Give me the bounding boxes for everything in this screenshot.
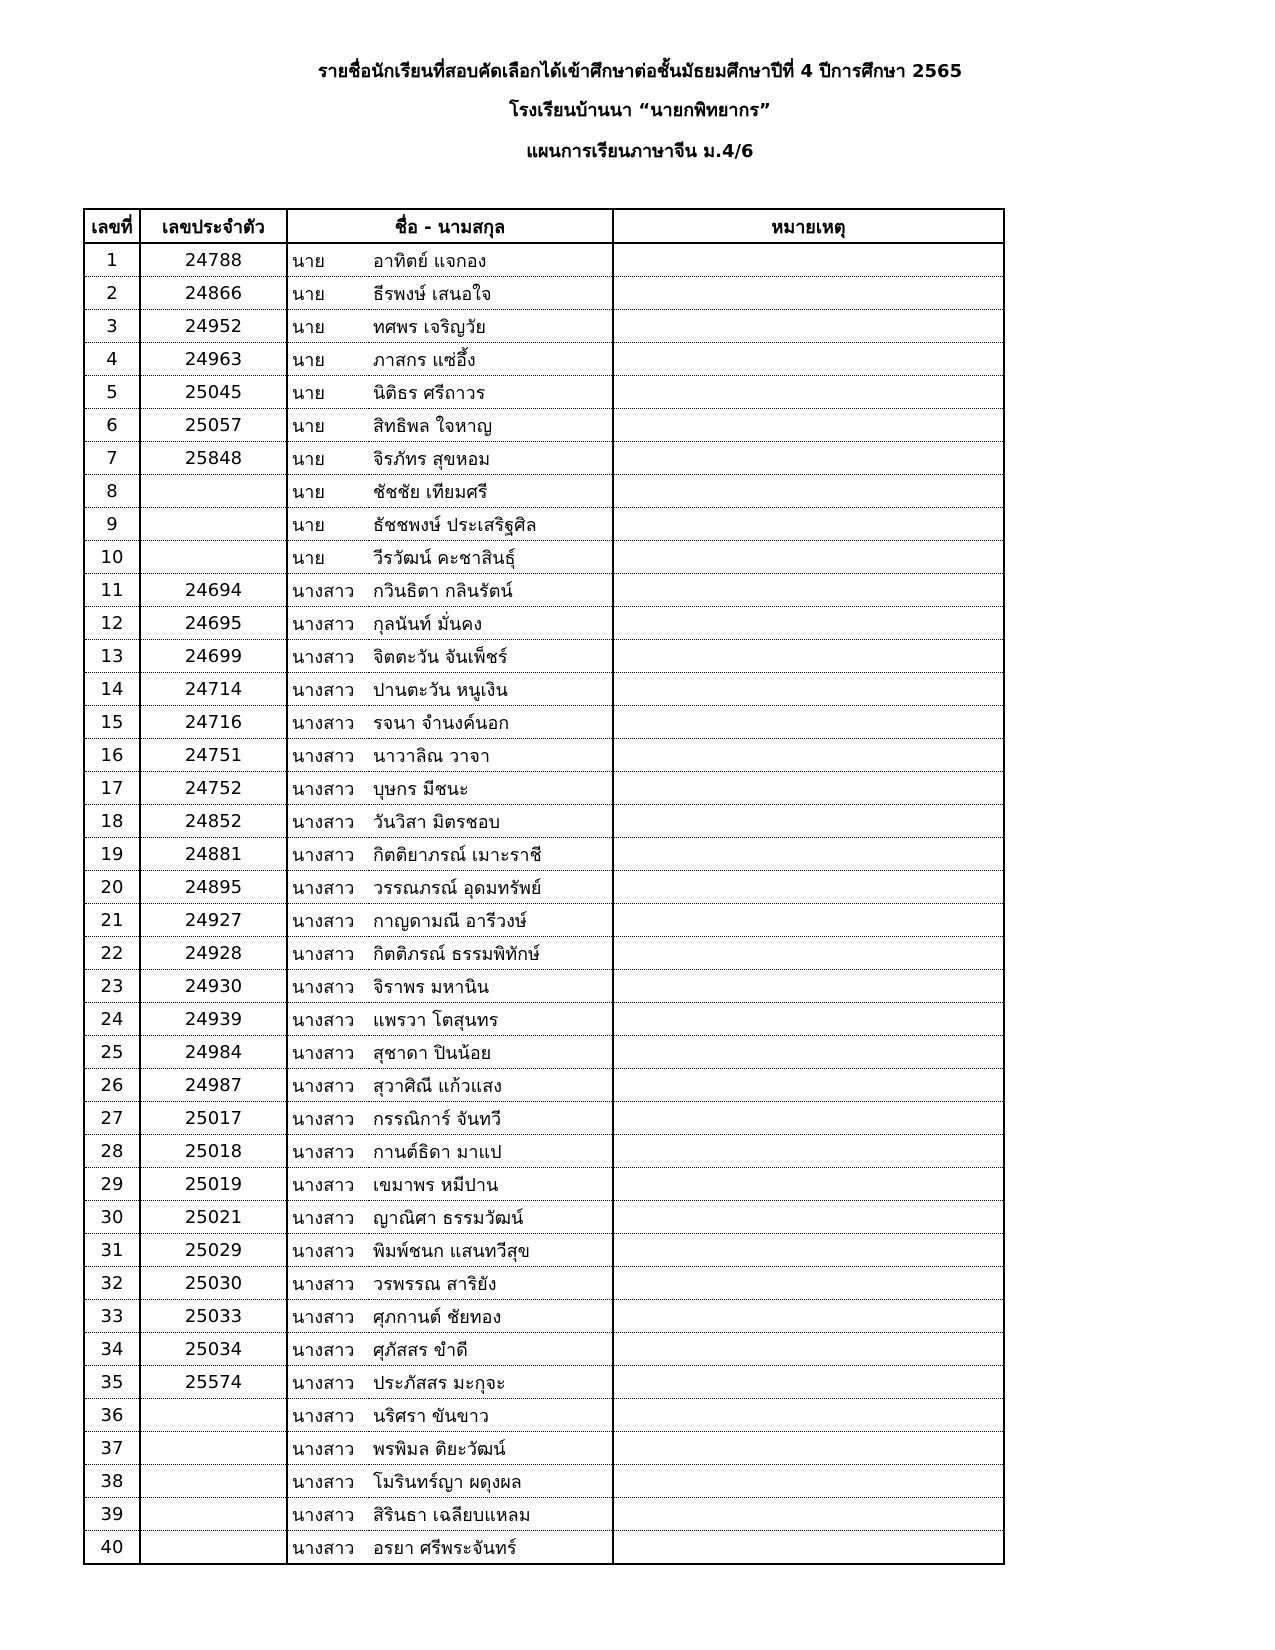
row-number: 6 (84, 409, 140, 442)
name-title: นางสาว (287, 838, 369, 871)
student-id (140, 1465, 287, 1498)
student-id: 25017 (140, 1102, 287, 1135)
table-row (84, 376, 1004, 409)
row-number: 36 (84, 1399, 140, 1432)
student-name: วรพรรณ สาริยัง (369, 1267, 613, 1300)
student-name: วันวิสา มิตรชอบ (369, 805, 613, 838)
remark-cell (613, 243, 1004, 277)
row-number: 12 (84, 607, 140, 640)
table-row (84, 1135, 1004, 1168)
student-name: ทศพร เจริญวัย (369, 310, 613, 343)
student-id (140, 1399, 287, 1432)
student-id: 24963 (140, 343, 287, 376)
remark-cell (613, 1300, 1004, 1333)
name-title: นาย (287, 508, 369, 541)
row-number: 31 (84, 1234, 140, 1267)
remark-cell (613, 574, 1004, 607)
name-title: นางสาว (287, 1399, 369, 1432)
row-number: 5 (84, 376, 140, 409)
document-title: รายชื่อนักเรียนที่สอบคัดเลือกได้เข้าศึกษาต่อชั้นมัธยมศึกษาปีที่ 4 ปีการศึกษา 2565 (317, 61, 963, 82)
student-id: 25848 (140, 442, 287, 475)
table-row (84, 1168, 1004, 1201)
remark-cell (613, 310, 1004, 343)
student-name: พรพิมล ติยะวัฒน์ (369, 1432, 613, 1465)
row-number: 28 (84, 1135, 140, 1168)
row-number: 22 (84, 937, 140, 970)
student-id: 25574 (140, 1366, 287, 1399)
student-name: อาทิตย์ แจกอง (369, 243, 613, 277)
row-number: 15 (84, 706, 140, 739)
student-name: กาญดามณี อารีวงษ์ (369, 904, 613, 937)
remark-cell (613, 1069, 1004, 1102)
row-number: 23 (84, 970, 140, 1003)
student-name: ประภัสสร มะกุจะ (369, 1366, 613, 1399)
row-number: 16 (84, 739, 140, 772)
column-header-student-id: เลขประจำตัว (140, 209, 287, 243)
remark-cell (613, 1366, 1004, 1399)
remark-cell (613, 277, 1004, 310)
remark-cell (613, 1003, 1004, 1036)
remark-cell (613, 1333, 1004, 1366)
student-id: 24695 (140, 607, 287, 640)
row-number: 19 (84, 838, 140, 871)
student-name: เขมาพร หมีปาน (369, 1168, 613, 1201)
student-id: 25029 (140, 1234, 287, 1267)
table-body (84, 243, 1004, 1564)
name-title: นาย (287, 475, 369, 508)
column-header-remark: หมายเหตุ (613, 209, 1004, 243)
student-id: 25033 (140, 1300, 287, 1333)
student-id: 25019 (140, 1168, 287, 1201)
row-number: 9 (84, 508, 140, 541)
student-id: 24939 (140, 1003, 287, 1036)
table-row (84, 243, 1004, 277)
student-name: จิราพร มหานิน (369, 970, 613, 1003)
student-id: 24952 (140, 310, 287, 343)
name-title: นางสาว (287, 904, 369, 937)
student-id: 24984 (140, 1036, 287, 1069)
name-title: นาย (287, 310, 369, 343)
student-id: 24751 (140, 739, 287, 772)
remark-cell (613, 1267, 1004, 1300)
student-id (140, 1432, 287, 1465)
name-title: นางสาว (287, 1003, 369, 1036)
table-row (84, 805, 1004, 838)
student-name: นิติธร ศรีถาวร (369, 376, 613, 409)
student-name: สิรินธา เฉลียบแหลม (369, 1498, 613, 1531)
student-id (140, 508, 287, 541)
row-number: 25 (84, 1036, 140, 1069)
table-row (84, 1102, 1004, 1135)
table-row (84, 640, 1004, 673)
table-row (84, 1333, 1004, 1366)
student-id: 24716 (140, 706, 287, 739)
table-header-row (84, 209, 1004, 243)
name-title: นางสาว (287, 1300, 369, 1333)
remark-cell (613, 1036, 1004, 1069)
table-row (84, 706, 1004, 739)
name-title: นาย (287, 343, 369, 376)
row-number: 33 (84, 1300, 140, 1333)
student-name: แพรวา โตสุนทร (369, 1003, 613, 1036)
student-name: กวินธิตา กลินรัตน์ (369, 574, 613, 607)
student-name: กิตติภรณ์ ธรรมพิทักษ์ (369, 937, 613, 970)
name-title: นางสาว (287, 1267, 369, 1300)
remark-cell (613, 1432, 1004, 1465)
row-number: 24 (84, 1003, 140, 1036)
row-number: 8 (84, 475, 140, 508)
name-title: นางสาว (287, 1036, 369, 1069)
student-id (140, 541, 287, 574)
row-number: 39 (84, 1498, 140, 1531)
table-row (84, 739, 1004, 772)
remark-cell (613, 640, 1004, 673)
table-row (84, 508, 1004, 541)
name-title: นางสาว (287, 640, 369, 673)
student-id: 25018 (140, 1135, 287, 1168)
name-title: นางสาว (287, 1366, 369, 1399)
student-name: วีรวัฒน์ คะชาสินธุ์ (369, 541, 613, 574)
student-name: รจนา จำนงค์นอก (369, 706, 613, 739)
table-row (84, 442, 1004, 475)
student-name: กรรณิการ์ จันทวี (369, 1102, 613, 1135)
student-id: 24895 (140, 871, 287, 904)
student-name: กิตติยาภรณ์ เมาะราชี (369, 838, 613, 871)
student-name: จิรภัทร สุขหอม (369, 442, 613, 475)
name-title: นางสาว (287, 1432, 369, 1465)
student-id (140, 1531, 287, 1565)
school-name: โรงเรียนบ้านนา “นายกพิทยากร” (509, 100, 771, 121)
name-title: นางสาว (287, 1531, 369, 1565)
table-row (84, 1366, 1004, 1399)
student-id: 24752 (140, 772, 287, 805)
remark-cell (613, 1201, 1004, 1234)
student-name: ปานตะวัน หนูเงิน (369, 673, 613, 706)
table-row (84, 1234, 1004, 1267)
name-title: นาย (287, 409, 369, 442)
remark-cell (613, 442, 1004, 475)
name-title: นางสาว (287, 1333, 369, 1366)
table-row (84, 1399, 1004, 1432)
table-row (84, 310, 1004, 343)
remark-cell (613, 1135, 1004, 1168)
student-id: 25030 (140, 1267, 287, 1300)
row-number: 17 (84, 772, 140, 805)
table-row (84, 409, 1004, 442)
student-id: 25057 (140, 409, 287, 442)
remark-cell (613, 805, 1004, 838)
row-number: 30 (84, 1201, 140, 1234)
name-title: นางสาว (287, 871, 369, 904)
student-id: 24928 (140, 937, 287, 970)
table-row (84, 343, 1004, 376)
table-row (84, 1036, 1004, 1069)
student-id: 24699 (140, 640, 287, 673)
student-roster-table (83, 208, 1005, 1565)
remark-cell (613, 772, 1004, 805)
student-name: วรรณภรณ์ อุดมทรัพย์ (369, 871, 613, 904)
column-header-no: เลขที่ (84, 209, 140, 243)
student-name: ภาสกร แซ่อึ้ง (369, 343, 613, 376)
row-number: 3 (84, 310, 140, 343)
name-title: นางสาว (287, 1201, 369, 1234)
row-number: 20 (84, 871, 140, 904)
table-row (84, 772, 1004, 805)
table-row (84, 1465, 1004, 1498)
row-number: 26 (84, 1069, 140, 1102)
table-row (84, 871, 1004, 904)
row-number: 10 (84, 541, 140, 574)
student-id: 24987 (140, 1069, 287, 1102)
row-number: 32 (84, 1267, 140, 1300)
student-id: 25045 (140, 376, 287, 409)
remark-cell (613, 739, 1004, 772)
student-name: พิมพ์ชนก แสนทวีสุข (369, 1234, 613, 1267)
student-name: ศุภัสสร ขำดี (369, 1333, 613, 1366)
table-row (84, 1069, 1004, 1102)
name-title: นางสาว (287, 970, 369, 1003)
name-title: นางสาว (287, 1234, 369, 1267)
row-number: 29 (84, 1168, 140, 1201)
row-number: 13 (84, 640, 140, 673)
remark-cell (613, 838, 1004, 871)
remark-cell (613, 1102, 1004, 1135)
remark-cell (613, 871, 1004, 904)
table-row (84, 838, 1004, 871)
name-title: นาย (287, 243, 369, 277)
table-row (84, 1498, 1004, 1531)
table-row (84, 574, 1004, 607)
remark-cell (613, 1531, 1004, 1565)
remark-cell (613, 475, 1004, 508)
remark-cell (613, 1168, 1004, 1201)
remark-cell (613, 937, 1004, 970)
row-number: 37 (84, 1432, 140, 1465)
remark-cell (613, 508, 1004, 541)
student-id: 24927 (140, 904, 287, 937)
student-name: ธัชชพงษ์ ประเสริฐศิล (369, 508, 613, 541)
name-title: นาย (287, 541, 369, 574)
name-title: นาย (287, 376, 369, 409)
student-id: 24694 (140, 574, 287, 607)
name-title: นางสาว (287, 739, 369, 772)
student-id: 25034 (140, 1333, 287, 1366)
student-name: สุชาดา ปินน้อย (369, 1036, 613, 1069)
name-title: นางสาว (287, 937, 369, 970)
table-row (84, 1531, 1004, 1565)
name-title: นางสาว (287, 706, 369, 739)
student-id (140, 475, 287, 508)
name-title: นางสาว (287, 574, 369, 607)
student-name: กุลนันท์ มั่นคง (369, 607, 613, 640)
student-id: 24881 (140, 838, 287, 871)
table-row (84, 1267, 1004, 1300)
remark-cell (613, 706, 1004, 739)
student-name: ศุภกานต์ ชัยทอง (369, 1300, 613, 1333)
program-name: แผนการเรียนภาษาจีน ม.4/6 (526, 141, 754, 162)
table-row (84, 1300, 1004, 1333)
remark-cell (613, 409, 1004, 442)
remark-cell (613, 673, 1004, 706)
table-row (84, 1432, 1004, 1465)
student-id (140, 1498, 287, 1531)
student-name: นาวาลิณ วาจา (369, 739, 613, 772)
remark-cell (613, 904, 1004, 937)
remark-cell (613, 541, 1004, 574)
name-title: นางสาว (287, 1465, 369, 1498)
remark-cell (613, 1465, 1004, 1498)
student-name: จิตตะวัน จันเพ็ชร์ (369, 640, 613, 673)
name-title: นางสาว (287, 805, 369, 838)
student-name: บุษกร มีชนะ (369, 772, 613, 805)
row-number: 35 (84, 1366, 140, 1399)
row-number: 4 (84, 343, 140, 376)
row-number: 7 (84, 442, 140, 475)
table-row (84, 673, 1004, 706)
row-number: 21 (84, 904, 140, 937)
remark-cell (613, 1399, 1004, 1432)
remark-cell (613, 1498, 1004, 1531)
remark-cell (613, 1234, 1004, 1267)
student-name: ญาณิศา ธรรมวัฒน์ (369, 1201, 613, 1234)
remark-cell (613, 970, 1004, 1003)
table-row (84, 970, 1004, 1003)
student-id: 24930 (140, 970, 287, 1003)
name-title: นางสาว (287, 1135, 369, 1168)
student-name: ธีรพงษ์ เสนอใจ (369, 277, 613, 310)
row-number: 34 (84, 1333, 140, 1366)
remark-cell (613, 343, 1004, 376)
name-title: นางสาว (287, 607, 369, 640)
table-row (84, 607, 1004, 640)
row-number: 18 (84, 805, 140, 838)
column-header-name: ชื่อ - นามสกุล (287, 209, 613, 243)
row-number: 11 (84, 574, 140, 607)
name-title: นาย (287, 277, 369, 310)
student-name: ชัชชัย เทียมศรี (369, 475, 613, 508)
row-number: 1 (84, 243, 140, 277)
student-name: โมรินทร์ญา ผดุงผล (369, 1465, 613, 1498)
student-id: 25021 (140, 1201, 287, 1234)
table-row (84, 1003, 1004, 1036)
row-number: 27 (84, 1102, 140, 1135)
table-row (84, 937, 1004, 970)
row-number: 2 (84, 277, 140, 310)
table-row (84, 475, 1004, 508)
name-title: นางสาว (287, 1102, 369, 1135)
row-number: 40 (84, 1531, 140, 1565)
student-id: 24788 (140, 243, 287, 277)
table-row (84, 277, 1004, 310)
name-title: นางสาว (287, 1498, 369, 1531)
student-id: 24714 (140, 673, 287, 706)
table-row (84, 541, 1004, 574)
remark-cell (613, 607, 1004, 640)
table-row (84, 904, 1004, 937)
name-title: นางสาว (287, 772, 369, 805)
student-id: 24852 (140, 805, 287, 838)
name-title: นาย (287, 442, 369, 475)
student-id: 24866 (140, 277, 287, 310)
student-name: อรยา ศรีพระจันทร์ (369, 1531, 613, 1565)
student-name: สิทธิพล ใจหาญ (369, 409, 613, 442)
student-name: กานต์ธิดา มาแป (369, 1135, 613, 1168)
row-number: 38 (84, 1465, 140, 1498)
student-name: สุวาศิณี แก้วแสง (369, 1069, 613, 1102)
name-title: นางสาว (287, 673, 369, 706)
remark-cell (613, 376, 1004, 409)
name-title: นางสาว (287, 1069, 369, 1102)
student-name: นริศรา ขันขาว (369, 1399, 613, 1432)
name-title: นางสาว (287, 1168, 369, 1201)
table-row (84, 1201, 1004, 1234)
row-number: 14 (84, 673, 140, 706)
